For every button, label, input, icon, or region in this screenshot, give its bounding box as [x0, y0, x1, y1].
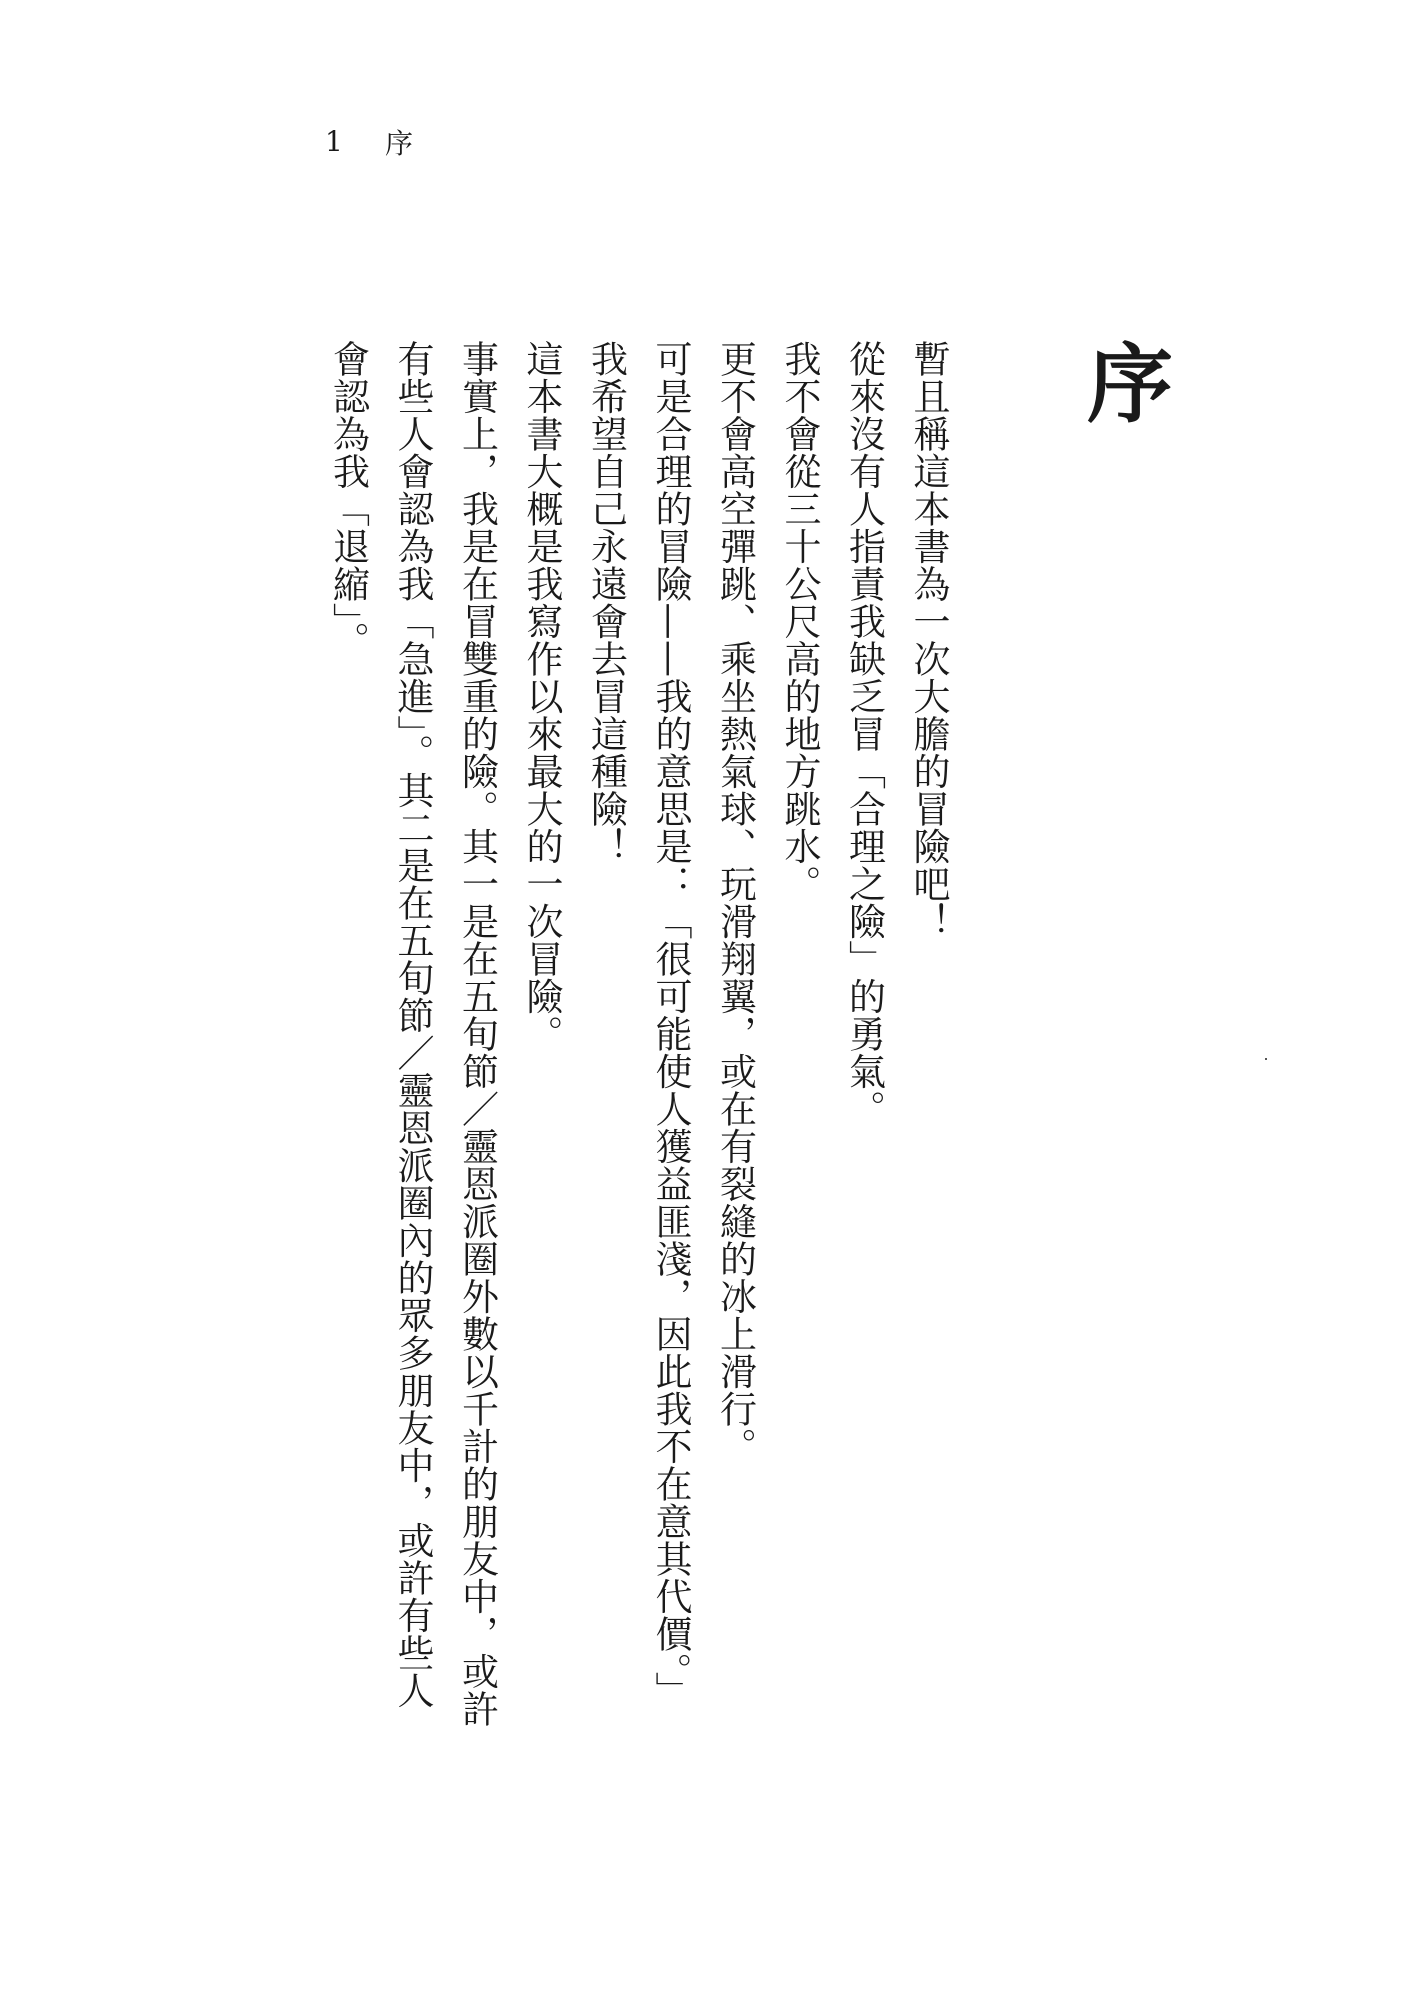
- page-number: 1: [325, 125, 343, 158]
- paragraph-5: 可是合理的冒險——我的意思是：「很可能使人獲益匪淺，因此我不在意其代價。」: [649, 340, 692, 1709]
- body-text: [315, 340, 960, 1760]
- paragraph-3: 我不會從三十公尺高的地方跳水。: [778, 340, 821, 903]
- paragraph-4: 更不會高空彈跳、乘坐熱氣球、玩滑翔翼，或在有裂縫的冰上滑行。: [713, 340, 757, 1465]
- paragraph-7: 這本書大概是我寫作以來最大的一次冒險。: [520, 340, 563, 1053]
- paragraph-8: 事實上，我是在冒雙重的險。其一是在五旬節／靈恩派圈外數以千計的朋友中，或許有些人會認為我「急進」。其二是在五旬節／靈恩派圈內的眾多朋友中，或許有些人會認為我「退縮」。: [326, 340, 499, 1728]
- scan-speck: [1265, 1058, 1267, 1060]
- running-header: 序: [385, 127, 414, 160]
- chapter-title: 序: [1087, 334, 1173, 435]
- paragraph-1: 暫且稱這本書為一次大膽的冒險吧！: [907, 340, 950, 940]
- paragraph-2: 從來沒有人指責我缺乏冒「合理之險」的勇氣。: [842, 340, 886, 1128]
- paragraph-6: 我希望自己永遠會去冒這種險！: [584, 340, 628, 865]
